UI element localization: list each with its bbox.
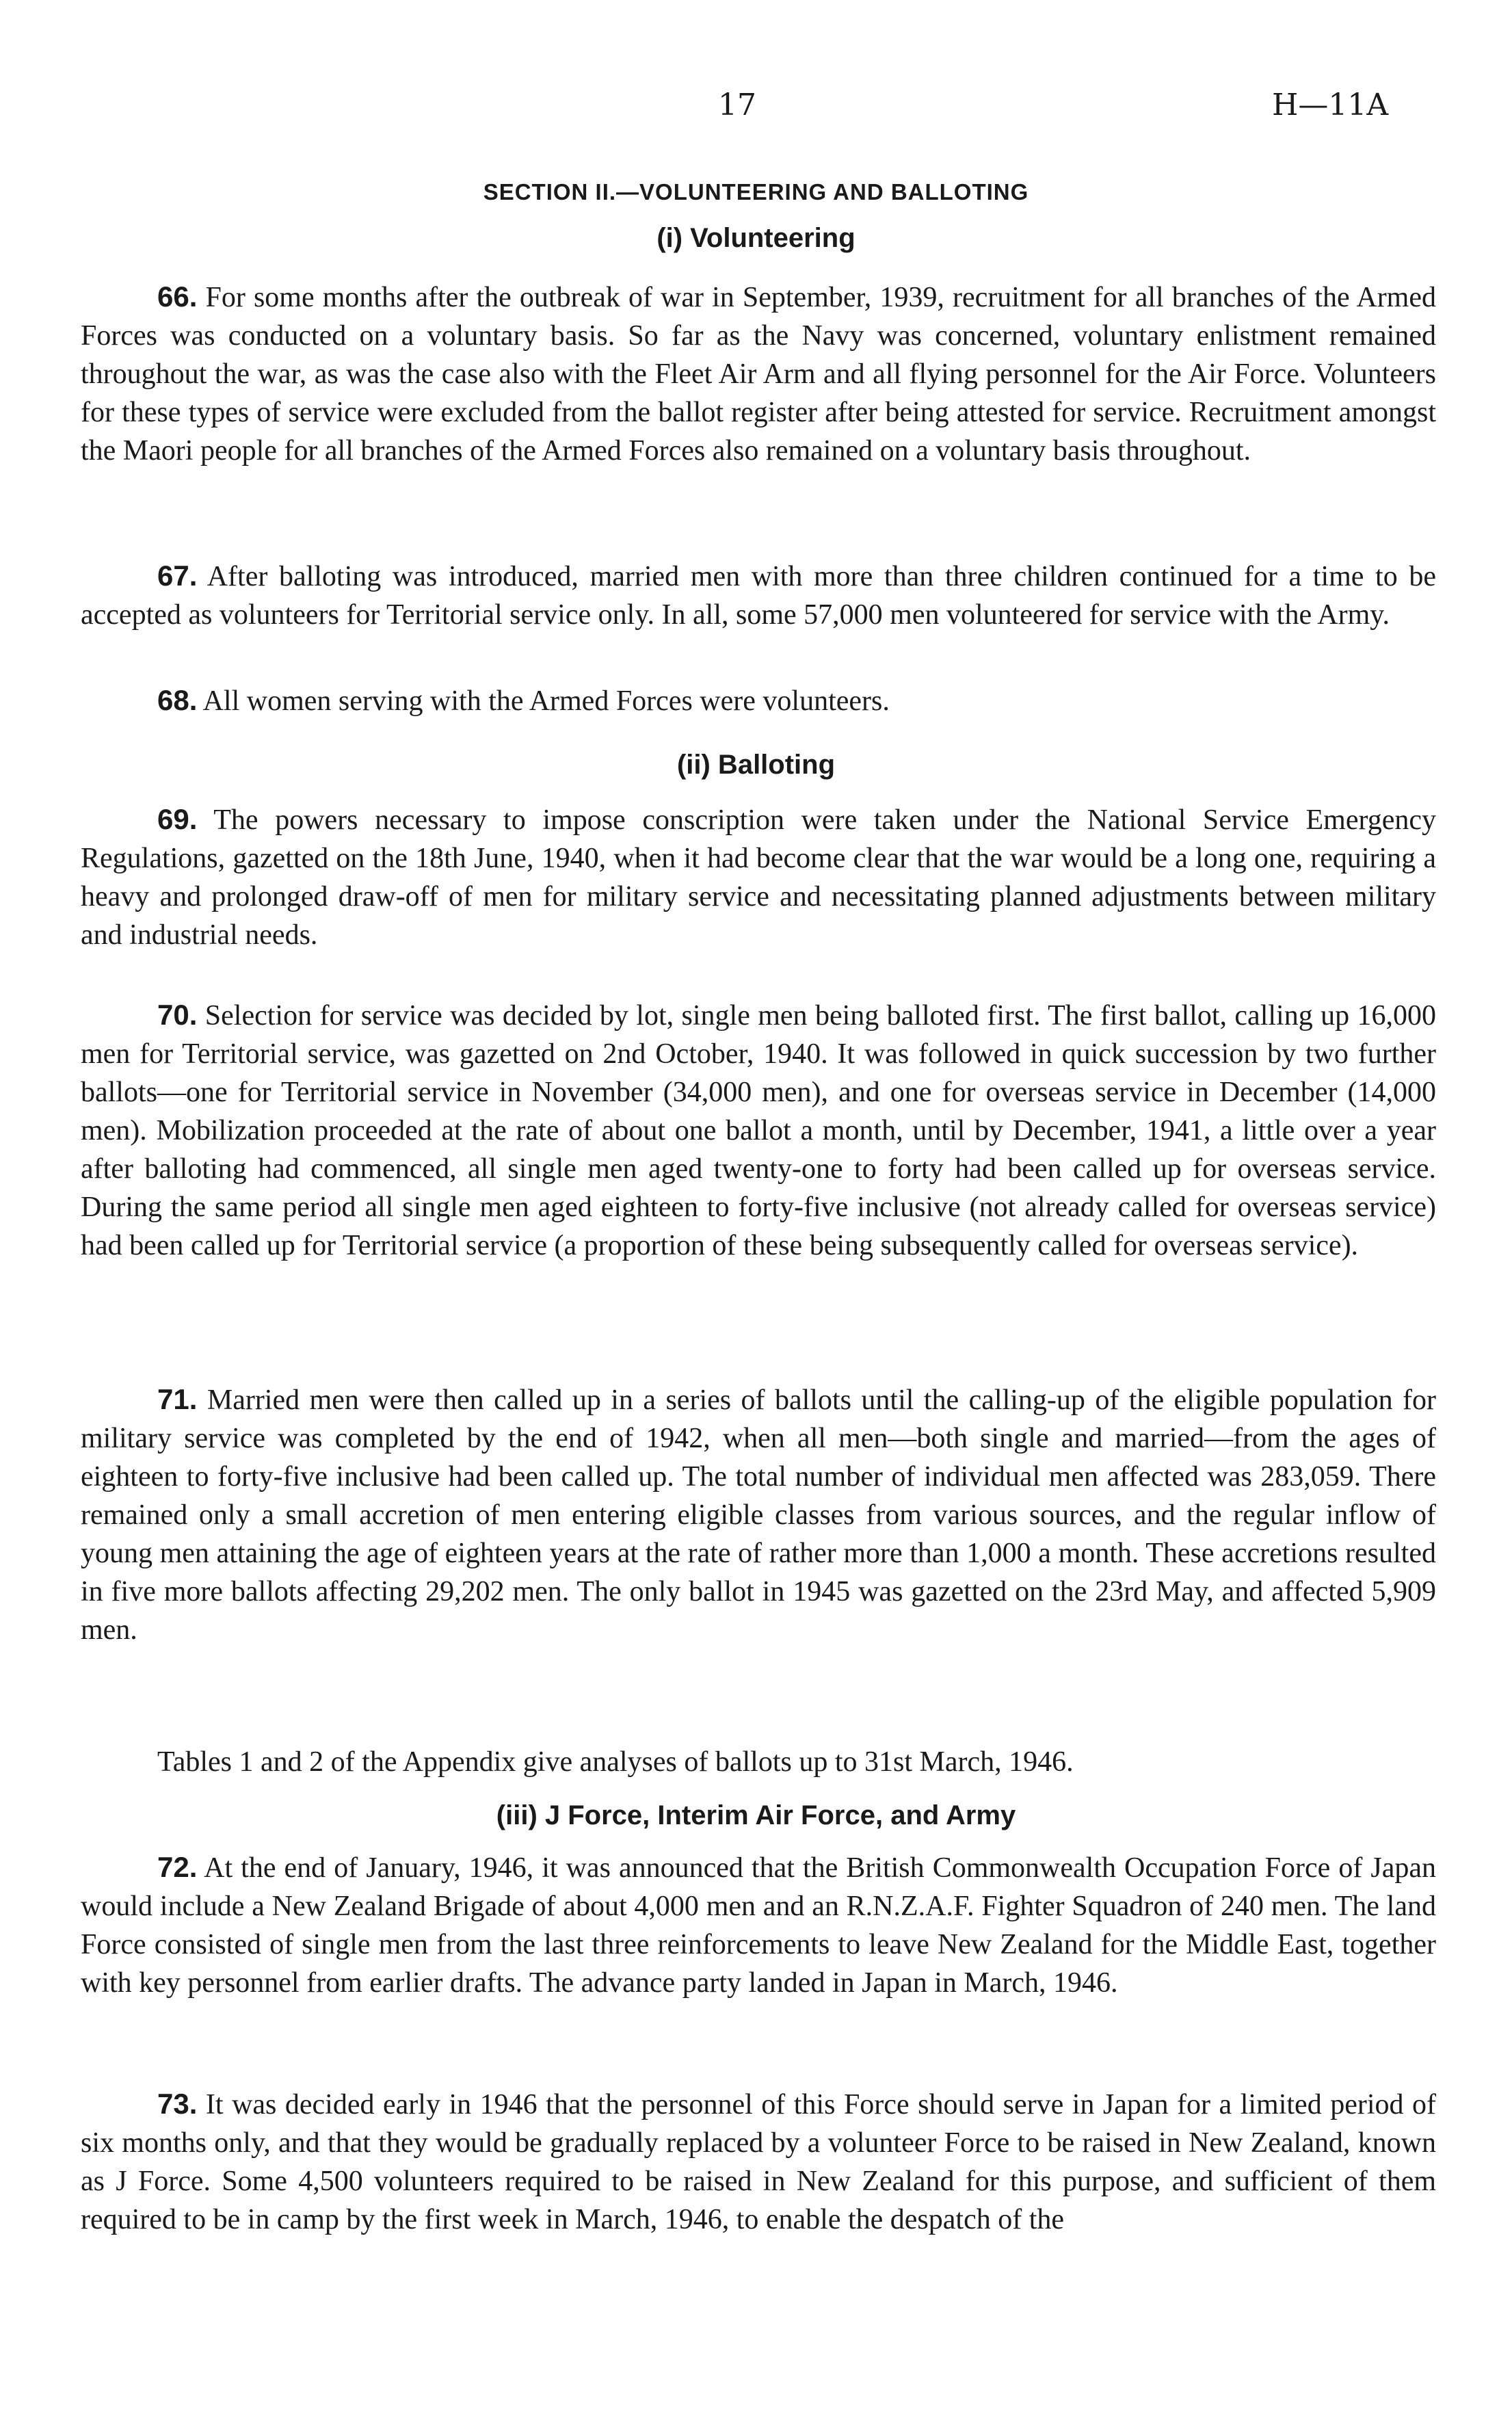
paragraph-number: 73.	[157, 2088, 198, 2120]
paragraph-text: After balloting was introduced, married men with more than three children continued for a time to be accepted as volunteers for Territorial service only. In all, some 57,000 men volunteered for service with the Army.	[81, 561, 1436, 631]
paragraph-number: 68.	[157, 684, 198, 716]
paragraph-text: All women serving with the Armed Forces were volunteers.	[202, 685, 890, 717]
paragraph-text: It was decided early in 1946 that the personnel of this Force should serve in Japan for a limited period of six months only, and that they would be gradually replaced by a volunteer Force to be raised in New Zealand, known as J Force. Some 4,500 volunteers required to be raised in New Zealand for this purpose, and sufficient of them required to be in camp by the first week in March, 1946, to enable the despatch of the	[81, 2089, 1436, 2235]
paragraph-71	[81, 1380, 1436, 1649]
paragraph-66	[81, 278, 1436, 470]
subsection-heading-jforce: (iii) J Force, Interim Air Force, and Army	[496, 1800, 1016, 1830]
paragraph-number: 70.	[157, 999, 198, 1031]
paragraph-text: Married men were then called up in a series of ballots until the calling-up of the eligible population for military service was completed by the end of 1942, when all men—both single and married—from the ages of eighteen to forty-five inclusive had been called up. The total number of individual men affected was 283,059. There remained only a small accretion of men entering eligible classes from various sources, and the regular inflow of young men attaining the age of eighteen years at the rate of rather more than 1,000 a month. These accretions resulted in five more ballots affecting 29,202 men. The only ballot in 1945 was gazetted on the 23rd May, and affected 5,909 men.	[81, 1384, 1436, 1646]
paragraph-69	[81, 800, 1436, 954]
paragraph-text: Selection for service was decided by lot, single men being balloted first. The first ballot, calling up 16,000 men for Territorial service, was gazetted on 2nd October, 1940. It was followed in quick succession by two further ballots—one for Territorial service in November (34,000 men), and one for overseas service in December (14,000 men). Mobilization proceeded at the rate of about one ballot a month, until by December, 1941, a little over a year after balloting had commenced, all single men aged twenty-one to forty had been called up for overseas service. During the same period all single men aged eighteen to forty-five inclusive (not already called for overseas service) had been called up for Territorial service (a proportion of these being subsequently called for overseas service).	[81, 1000, 1436, 1261]
paragraph-72	[81, 1848, 1436, 2002]
paragraph-text: For some months after the outbreak of war in September, 1939, recruitment for all branches of the Armed Forces was conducted on a voluntary basis. So far as the Navy was concerned, voluntary enlistment remained throughout the war, as was the case also with the Fleet Air Arm and all flying personnel for the Air Force. Volunteers for these types of service were excluded from the ballot register after being attested for service. Recruitment amongst the Maori people for all branches of the Armed Forces also remained on a voluntary basis throughout.	[81, 282, 1436, 466]
document-reference: H—11A	[1272, 88, 1389, 122]
subsection-heading-volunteering: (i) Volunteering	[656, 223, 856, 253]
paragraph-number: 66.	[157, 280, 198, 313]
paragraph-number: 72.	[157, 1851, 198, 1883]
paragraph-number: 67.	[157, 560, 198, 592]
subsection-heading-balloting: (ii) Balloting	[676, 750, 836, 780]
paragraph-number: 71.	[157, 1383, 198, 1415]
paragraph-text: At the end of January, 1946, it was announced that the British Commonwealth Occupation Force of Japan would include a New Zealand Brigade of about 4,000 men and an R.N.Z.A.F. Fighter Squadron of 240 men. The land Force consisted of single men from the last three reinforcements to leave New Zealand for the Middle East, together with key personnel from earlier drafts. The advance party landed in Japan in March, 1946.	[81, 1852, 1437, 1999]
page-number: 17	[718, 88, 756, 122]
tables-note: Tables 1 and 2 of the Appendix give analyses of ballots up to 31st March, 1946.	[157, 1746, 1074, 1778]
section-title: SECTION II.—VOLUNTEERING AND BALLOTING	[483, 179, 1029, 205]
paragraph-text: The powers necessary to impose conscription were taken under the National Service Emergency Regulations, gazetted on the 18th June, 1940, when it had become clear that the war would be a long one, requiring a heavy and prolonged draw-off of men for military service and necessitating planned adjustments between military and industrial needs.	[81, 804, 1436, 951]
paragraph-68	[81, 681, 1436, 720]
paragraph-70	[81, 996, 1436, 1265]
paragraph-73	[81, 2085, 1436, 2239]
paragraph-number: 69.	[157, 803, 198, 835]
paragraph-67	[81, 557, 1436, 634]
